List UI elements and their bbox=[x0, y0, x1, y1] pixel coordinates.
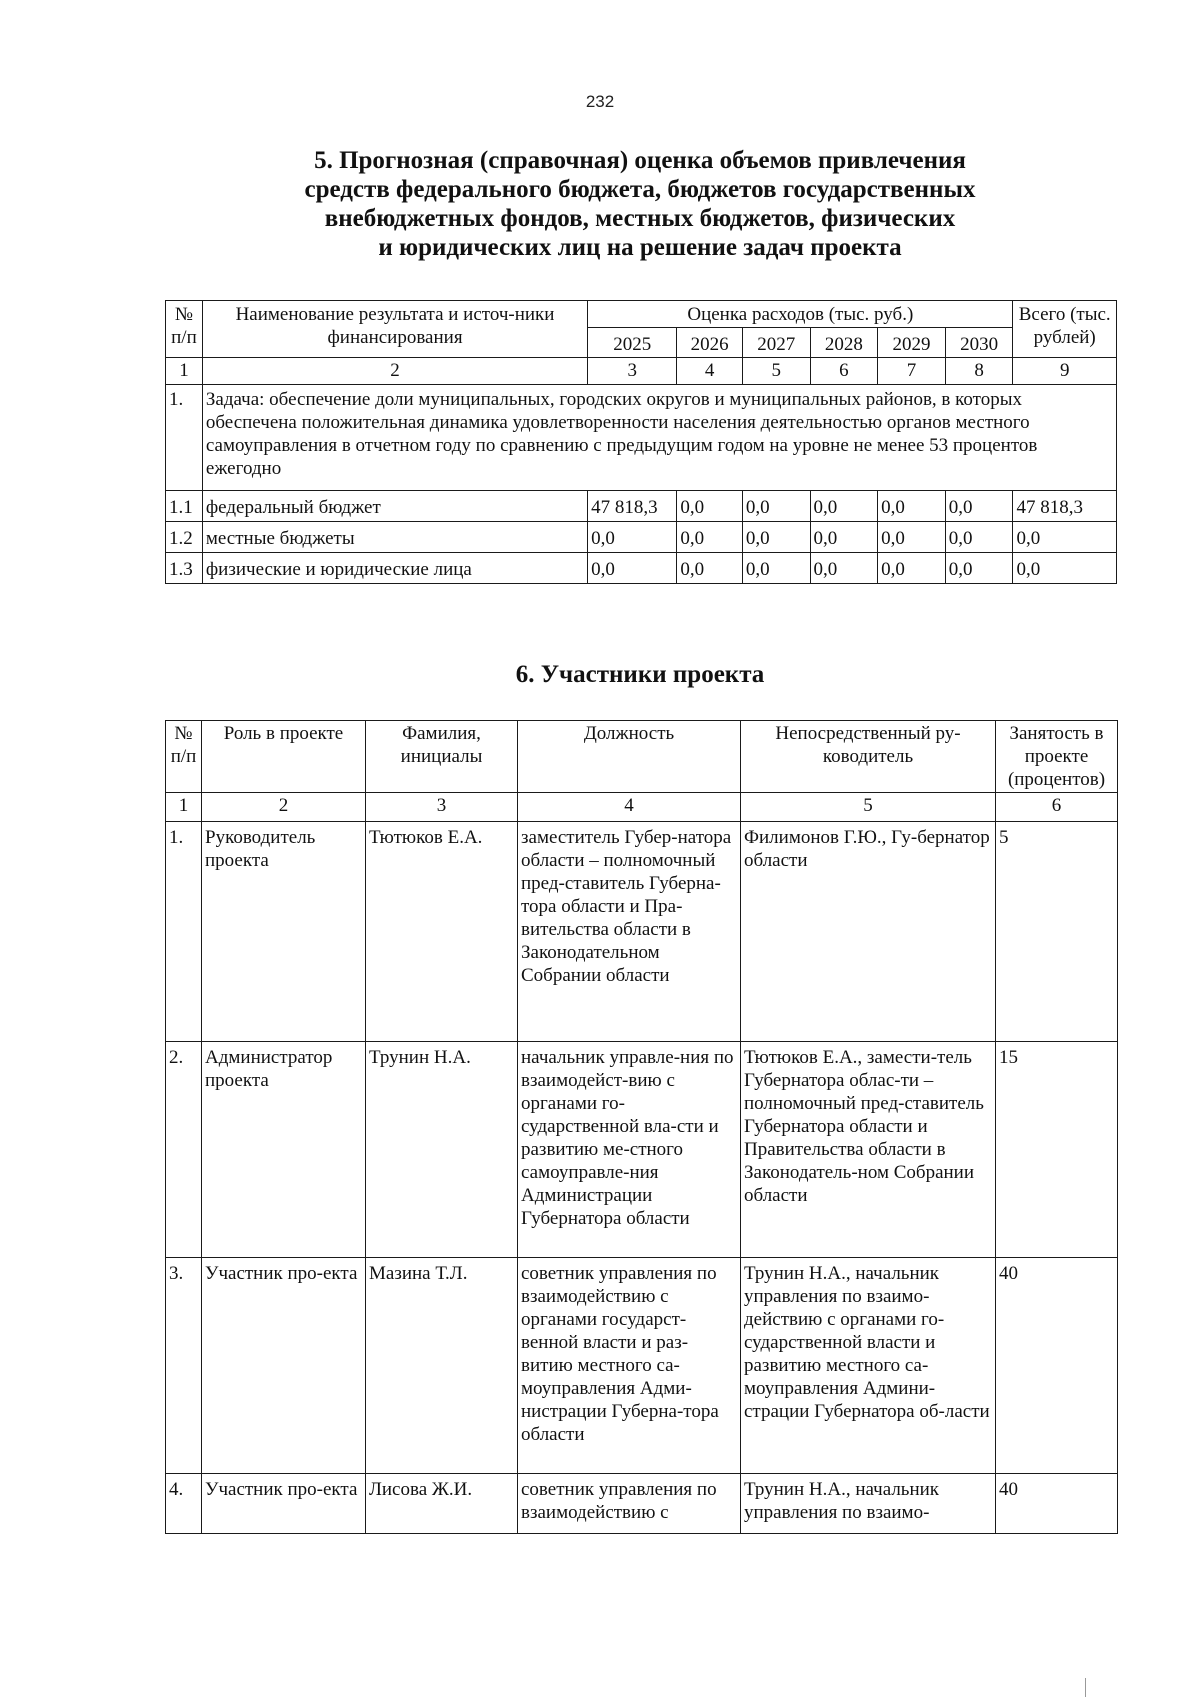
row-employment: 5 bbox=[996, 822, 1118, 1042]
row-value: 0,0 bbox=[945, 553, 1013, 584]
column-number: 9 bbox=[1013, 358, 1117, 385]
header-year: 2028 bbox=[810, 328, 878, 358]
financing-table bbox=[165, 300, 1117, 584]
row-role: Руководитель проекта bbox=[202, 822, 366, 1042]
row-num: 3. bbox=[166, 1258, 202, 1474]
row-num: 1.2 bbox=[166, 522, 203, 553]
row-value: 0,0 bbox=[945, 522, 1013, 553]
header-position: Должность bbox=[518, 721, 741, 793]
row-value: 0,0 bbox=[878, 491, 946, 522]
row-supervisor: Трунин Н.А., начальник управления по взаимо-действию с органами го-сударственной власти и развитию местного са-моуправления Админи-страции Губернатора об-ласти bbox=[741, 1258, 996, 1474]
section-5-title bbox=[150, 146, 1130, 262]
row-value: 0,0 bbox=[810, 491, 878, 522]
section-5-title-line: и юридических лиц на решение задач проекта bbox=[378, 234, 902, 261]
row-position: заместитель Губер-натора области – полномочный пред-ставитель Губерна-тора области и Пра-вительства области в Законодательном Собрании области bbox=[518, 822, 741, 1042]
row-position: советник управления по взаимодействию с органами государст-венной власти и раз-витию местного са-моуправления Адми-нистрации Губерна-тора области bbox=[518, 1258, 741, 1474]
row-name: Трунин Н.А. bbox=[366, 1042, 518, 1258]
table-row bbox=[166, 553, 1117, 584]
row-source: федеральный бюджет bbox=[202, 491, 587, 522]
task-num: 1. bbox=[166, 385, 203, 491]
header-year: 2029 bbox=[878, 328, 946, 358]
row-name: Тютюков Е.А. bbox=[366, 822, 518, 1042]
row-value: 47 818,3 bbox=[588, 491, 677, 522]
column-number: 2 bbox=[202, 358, 587, 385]
row-value: 0,0 bbox=[677, 522, 743, 553]
table-row bbox=[166, 1258, 1118, 1474]
row-num: 1. bbox=[166, 822, 202, 1042]
row-value: 0,0 bbox=[810, 522, 878, 553]
row-role: Администратор проекта bbox=[202, 1042, 366, 1258]
column-number: 3 bbox=[366, 793, 518, 822]
participants-table bbox=[165, 720, 1118, 1534]
row-value: 0,0 bbox=[810, 553, 878, 584]
row-value: 0,0 bbox=[878, 553, 946, 584]
row-value: 0,0 bbox=[742, 491, 810, 522]
section-6-title: 6. Участники проекта bbox=[515, 661, 765, 688]
row-num: 2. bbox=[166, 1042, 202, 1258]
header-supervisor: Непосредственный ру-ководитель bbox=[741, 721, 996, 793]
section-5-title-line: средств федерального бюджета, бюджетов государственных bbox=[304, 176, 976, 203]
column-number: 1 bbox=[166, 358, 203, 385]
scan-mark bbox=[1085, 1678, 1086, 1697]
column-number: 2 bbox=[202, 793, 366, 822]
header-role: Роль в проекте bbox=[202, 721, 366, 793]
row-name: Мазина Т.Л. bbox=[366, 1258, 518, 1474]
column-number: 7 bbox=[878, 358, 946, 385]
table-row bbox=[166, 522, 1117, 553]
header-year: 2025 bbox=[588, 328, 677, 358]
header-name: Фамилия, инициалы bbox=[366, 721, 518, 793]
header-estimate: Оценка расходов (тыс. руб.) bbox=[588, 301, 1013, 328]
column-number: 6 bbox=[810, 358, 878, 385]
section-5-title-line: 5. Прогнозная (справочная) оценка объемов привлечения bbox=[314, 147, 966, 174]
row-supervisor: Трунин Н.А., начальник управления по взаимо- bbox=[741, 1474, 996, 1534]
row-supervisor: Филимонов Г.Ю., Гу-бернатор области bbox=[741, 822, 996, 1042]
row-employment: 40 bbox=[996, 1258, 1118, 1474]
header-year: 2030 bbox=[945, 328, 1013, 358]
section-5-title-line: внебюджетных фондов, местных бюджетов, физических bbox=[324, 205, 956, 232]
row-value: 0,0 bbox=[742, 553, 810, 584]
row-value: 0,0 bbox=[588, 522, 677, 553]
row-position: начальник управле-ния по взаимодейст-вию с органами го-сударственной вла-сти и развитию ме-стного самоуправле-ния Администрации Губернатора области bbox=[518, 1042, 741, 1258]
row-value: 0,0 bbox=[588, 553, 677, 584]
table-row bbox=[166, 1042, 1118, 1258]
column-number: 4 bbox=[518, 793, 741, 822]
row-total: 0,0 bbox=[1013, 553, 1117, 584]
column-number: 6 bbox=[996, 793, 1118, 822]
header-num: № п/п bbox=[166, 721, 202, 793]
row-employment: 15 bbox=[996, 1042, 1118, 1258]
header-employment: Занятость в проекте (процентов) bbox=[996, 721, 1118, 793]
row-employment: 40 bbox=[996, 1474, 1118, 1534]
column-number: 1 bbox=[166, 793, 202, 822]
row-value: 0,0 bbox=[677, 491, 743, 522]
row-num: 4. bbox=[166, 1474, 202, 1534]
header-year: 2027 bbox=[742, 328, 810, 358]
column-number: 4 bbox=[677, 358, 743, 385]
row-name: Лисова Ж.И. bbox=[366, 1474, 518, 1534]
row-value: 0,0 bbox=[945, 491, 1013, 522]
row-num: 1.1 bbox=[166, 491, 203, 522]
column-number: 3 bbox=[588, 358, 677, 385]
row-position: советник управления по взаимодействию с bbox=[518, 1474, 741, 1534]
row-num: 1.3 bbox=[166, 553, 203, 584]
header-name: Наименование результата и источ-ники финансирования bbox=[202, 301, 587, 358]
row-role: Участник про-екта bbox=[202, 1258, 366, 1474]
column-number: 8 bbox=[945, 358, 1013, 385]
task-text: Задача: обеспечение доли муниципальных, городских округов и муниципальных районов, в которых обеспечена положительная динамика удовлетворенности населения деятельностью органов местного самоуправления в отчетном году по сравнению с предыдущим годом на уровне не менее 53 процентов ежегодно bbox=[202, 385, 1116, 491]
row-total: 47 818,3 bbox=[1013, 491, 1117, 522]
row-value: 0,0 bbox=[677, 553, 743, 584]
column-number: 5 bbox=[741, 793, 996, 822]
row-source: местные бюджеты bbox=[202, 522, 587, 553]
row-total: 0,0 bbox=[1013, 522, 1117, 553]
row-value: 0,0 bbox=[742, 522, 810, 553]
header-num: № п/п bbox=[166, 301, 203, 358]
header-year: 2026 bbox=[677, 328, 743, 358]
table-row bbox=[166, 491, 1117, 522]
row-value: 0,0 bbox=[878, 522, 946, 553]
column-number: 5 bbox=[742, 358, 810, 385]
table-row bbox=[166, 1474, 1118, 1534]
header-total: Всего (тыс. рублей) bbox=[1013, 301, 1117, 358]
row-source: физические и юридические лица bbox=[202, 553, 587, 584]
row-role: Участник про-екта bbox=[202, 1474, 366, 1534]
row-supervisor: Тютюков Е.А., замести-тель Губернатора облас-ти – полномочный пред-ставитель Губернатора области и Правительства области в Законодатель-ном Собрании области bbox=[741, 1042, 996, 1258]
page-number: 232 bbox=[585, 92, 615, 111]
table-row bbox=[166, 822, 1118, 1042]
